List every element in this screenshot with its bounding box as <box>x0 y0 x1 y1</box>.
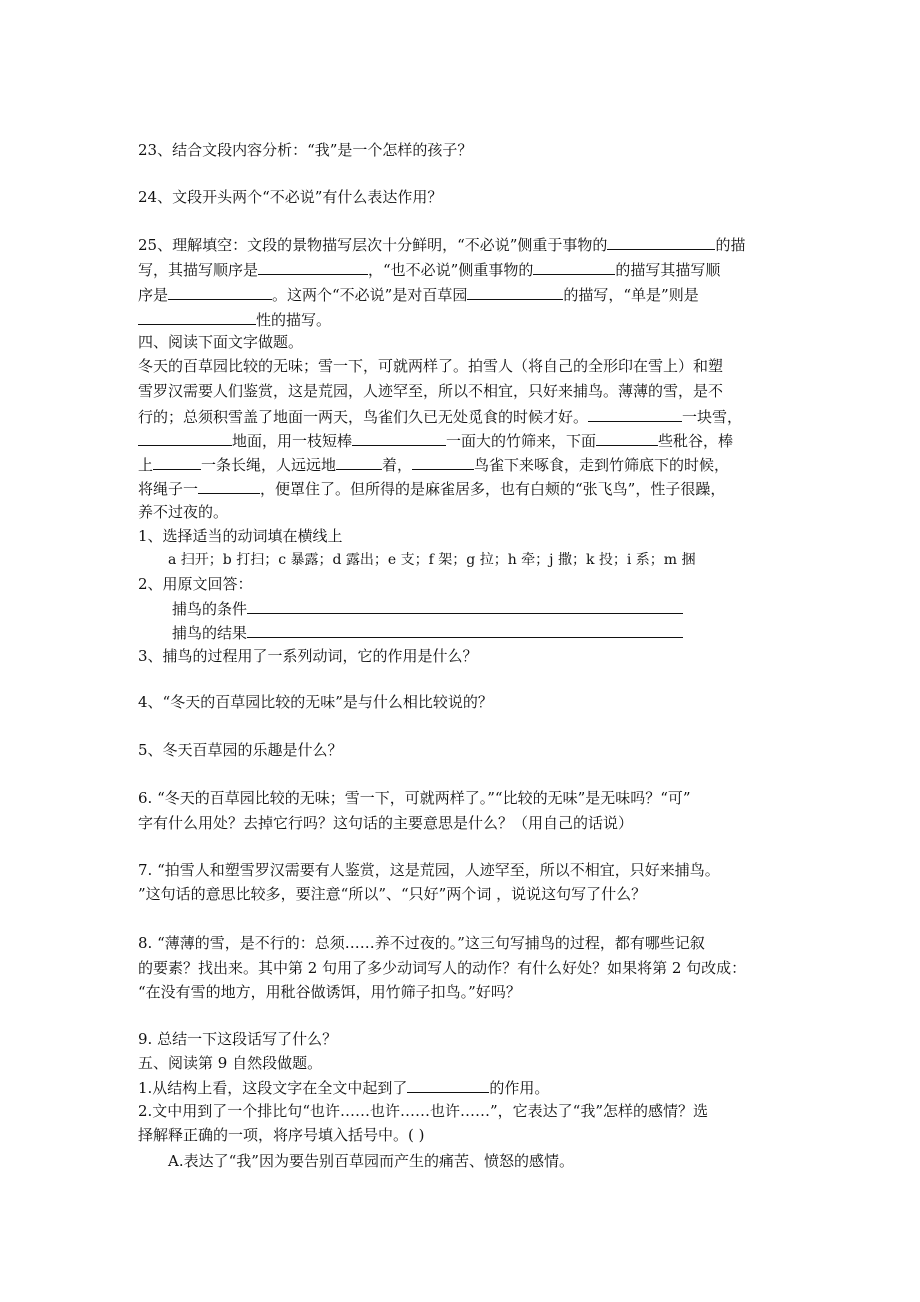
question-24: 24、文段开头两个“不必说”有什么表达作用？ <box>138 188 443 206</box>
answer-line-condition <box>172 598 683 619</box>
passage-line-4-text-c: 些秕谷，棒 <box>658 432 734 450</box>
blank-25-4[interactable] <box>168 284 272 300</box>
blank-25-5[interactable] <box>467 284 563 300</box>
subquestion-2: 2、用原文回答： <box>138 575 253 593</box>
blank-verb-5[interactable] <box>153 454 201 470</box>
passage-line-6-text-b: ，便罩住了。但所得的是麻雀居多，也有白颊的“张飞鸟”，性子很躁， <box>260 480 726 498</box>
question-25-line-3 <box>138 284 699 305</box>
passage-line-5 <box>138 454 729 475</box>
blank-25-2[interactable] <box>258 259 368 275</box>
subquestion-1: 1、选择适当的动词填在横线上 <box>138 527 343 545</box>
condition-blank[interactable] <box>247 598 683 614</box>
blank-25-3[interactable] <box>533 259 615 275</box>
subquestion-6-line-2: 字有什么用处？去掉它行吗？这句话的主要意思是什么？（用自己的话说） <box>138 814 634 832</box>
question-25-text-i: 性的描写。 <box>256 311 332 329</box>
passage-line-5-text-d: 鸟雀下来啄食，走到竹筛底下的时候， <box>474 456 730 474</box>
passage-line-4-text-a: 地面，用一枝短棒 <box>232 432 353 450</box>
subquestion-8-line-1: 8. “薄薄的雪，是不行的：总须……养不过夜的。”这三句写捕鸟的过程，都有哪些记叙 <box>138 934 705 952</box>
subquestion-6-line-1: 6. “冬天的百草园比较的无味；雪一下，可就两样了。”“比较的无味”是无味吗？“可” <box>138 789 691 807</box>
result-blank[interactable] <box>247 622 683 638</box>
blank-verb-2[interactable] <box>138 430 232 446</box>
question-23: 23、结合文段内容分析：“我”是一个怎样的孩子？ <box>138 141 473 159</box>
subquestion-7-line-2: ”这句话的意思比较多，要注意“所以”、“只好”两个词 ，说说这句写了什么？ <box>138 885 647 903</box>
question-25-text-b: 的描 <box>715 236 746 254</box>
section-5-question-2-line-2: 择解释正确的一项，将序号填入括号中。( ) <box>138 1126 425 1144</box>
option-a: A.表达了“我”因为要告别百草园而产生的痛苦、愤怒的感情。 <box>168 1152 574 1170</box>
subquestion-8-line-3: “在没有雪的地方，用秕谷做诱饵，用竹筛子扣鸟。”好吗？ <box>138 983 521 1001</box>
passage-line-5-text-b: 一条长绳，人远远地 <box>201 456 337 474</box>
question-25-text-a: 25、理解填空：文段的景物描写层次十分鲜明，“不必说”侧重于事物的 <box>138 236 608 254</box>
blank-verb-7[interactable] <box>412 454 474 470</box>
subquestion-9: 9. 总结一下这段话写了什么？ <box>138 1030 338 1048</box>
question-25-line-4 <box>138 309 331 330</box>
passage-line-5-text-a: 上 <box>138 456 154 474</box>
passage-line-4 <box>138 430 733 451</box>
passage-line-3-text: 行的；总须积雪盖了地面一两天，鸟雀们久已无处觅食的时候才好。 <box>138 408 589 426</box>
section-5-question-1-text-a: 1.从结构上看，这段文字在全文中起到了 <box>138 1079 408 1097</box>
blank-structure-role[interactable] <box>407 1077 489 1093</box>
passage-line-2: 雪罗汉需要人们鉴赏，这是荒园，人迹罕至，所以不相宜，只好来捕鸟。薄薄的雪，是不 <box>138 382 724 400</box>
blank-verb-8[interactable] <box>198 478 260 494</box>
passage-line-7: 养不过夜的。 <box>138 503 229 521</box>
section-5-question-1 <box>138 1077 549 1098</box>
answer-line-result <box>172 622 683 643</box>
condition-label: 捕鸟的条件 <box>172 600 248 618</box>
question-25-text-d: ，“也不必说”侧重事物的 <box>368 261 534 279</box>
question-25-text-c: 写，其描写顺序是 <box>138 261 259 279</box>
verb-options: a 扫开；b 打扫；c 暴露；d 露出；e 支；f 架；g 拉；h 牵；j 撒；k 投；i 系；m 捆 <box>168 552 696 568</box>
subquestion-4: 4、“冬天的百草园比较的无味”是与什么相比较说的？ <box>138 693 493 711</box>
section-5-heading: 五、阅读第 9 自然段做题。 <box>138 1054 323 1072</box>
question-25-text-h: 的描写，“单是”则是 <box>563 286 699 304</box>
question-25-line-1 <box>138 234 745 255</box>
blank-verb-6[interactable] <box>336 454 382 470</box>
blank-25-1[interactable] <box>607 234 715 250</box>
subquestion-3: 3、捕鸟的过程用了一系列动词，它的作用是什么？ <box>138 647 478 665</box>
passage-line-6 <box>138 478 725 499</box>
question-25-line-2 <box>138 259 720 280</box>
blank-verb-4[interactable] <box>596 430 658 446</box>
subquestion-5: 5、冬天百草园的乐趣是什么？ <box>138 741 343 759</box>
result-label: 捕鸟的结果 <box>172 624 248 642</box>
passage-line-5-text-c: 着， <box>382 456 413 474</box>
passage-line-3-end: 一块雪， <box>682 408 743 426</box>
subquestion-8-line-2: 的要素？找出来。其中第 2 句用了多少动词写人的动作？有什么好处？如果将第 2 句改成： <box>138 959 747 977</box>
blank-verb-1[interactable] <box>588 406 682 422</box>
section-5-question-2-line-1: 2.文中用到了一个排比句“也许……也许……也许……”，它表达了“我”怎样的感情？选 <box>138 1102 708 1120</box>
question-25-text-f: 序是 <box>138 286 169 304</box>
blank-25-6[interactable] <box>138 309 256 325</box>
passage-line-4-text-b: 一面大的竹筛来，下面 <box>446 432 597 450</box>
blank-verb-3[interactable] <box>352 430 446 446</box>
passage-line-6-text-a: 将绳子一 <box>138 480 199 498</box>
section-4-heading: 四、阅读下面文字做题。 <box>138 333 304 351</box>
subquestion-7-line-1: 7. “拍雪人和塑雪罗汉需要有人鉴赏，这是荒园，人迹罕至，所以不相宜，只好来捕鸟。 <box>138 861 720 879</box>
question-25-text-g: 。这两个“不必说”是对百草园 <box>272 286 468 304</box>
passage-line-3 <box>138 406 742 427</box>
question-25-text-e: 的描写其描写顺 <box>615 261 721 279</box>
passage-line-1: 冬天的百草园比较的无味；雪一下，可就两样了。拍雪人（将自己的全形印在雪上）和塑 <box>138 357 724 375</box>
section-5-question-1-text-b: 的作用。 <box>489 1079 550 1097</box>
